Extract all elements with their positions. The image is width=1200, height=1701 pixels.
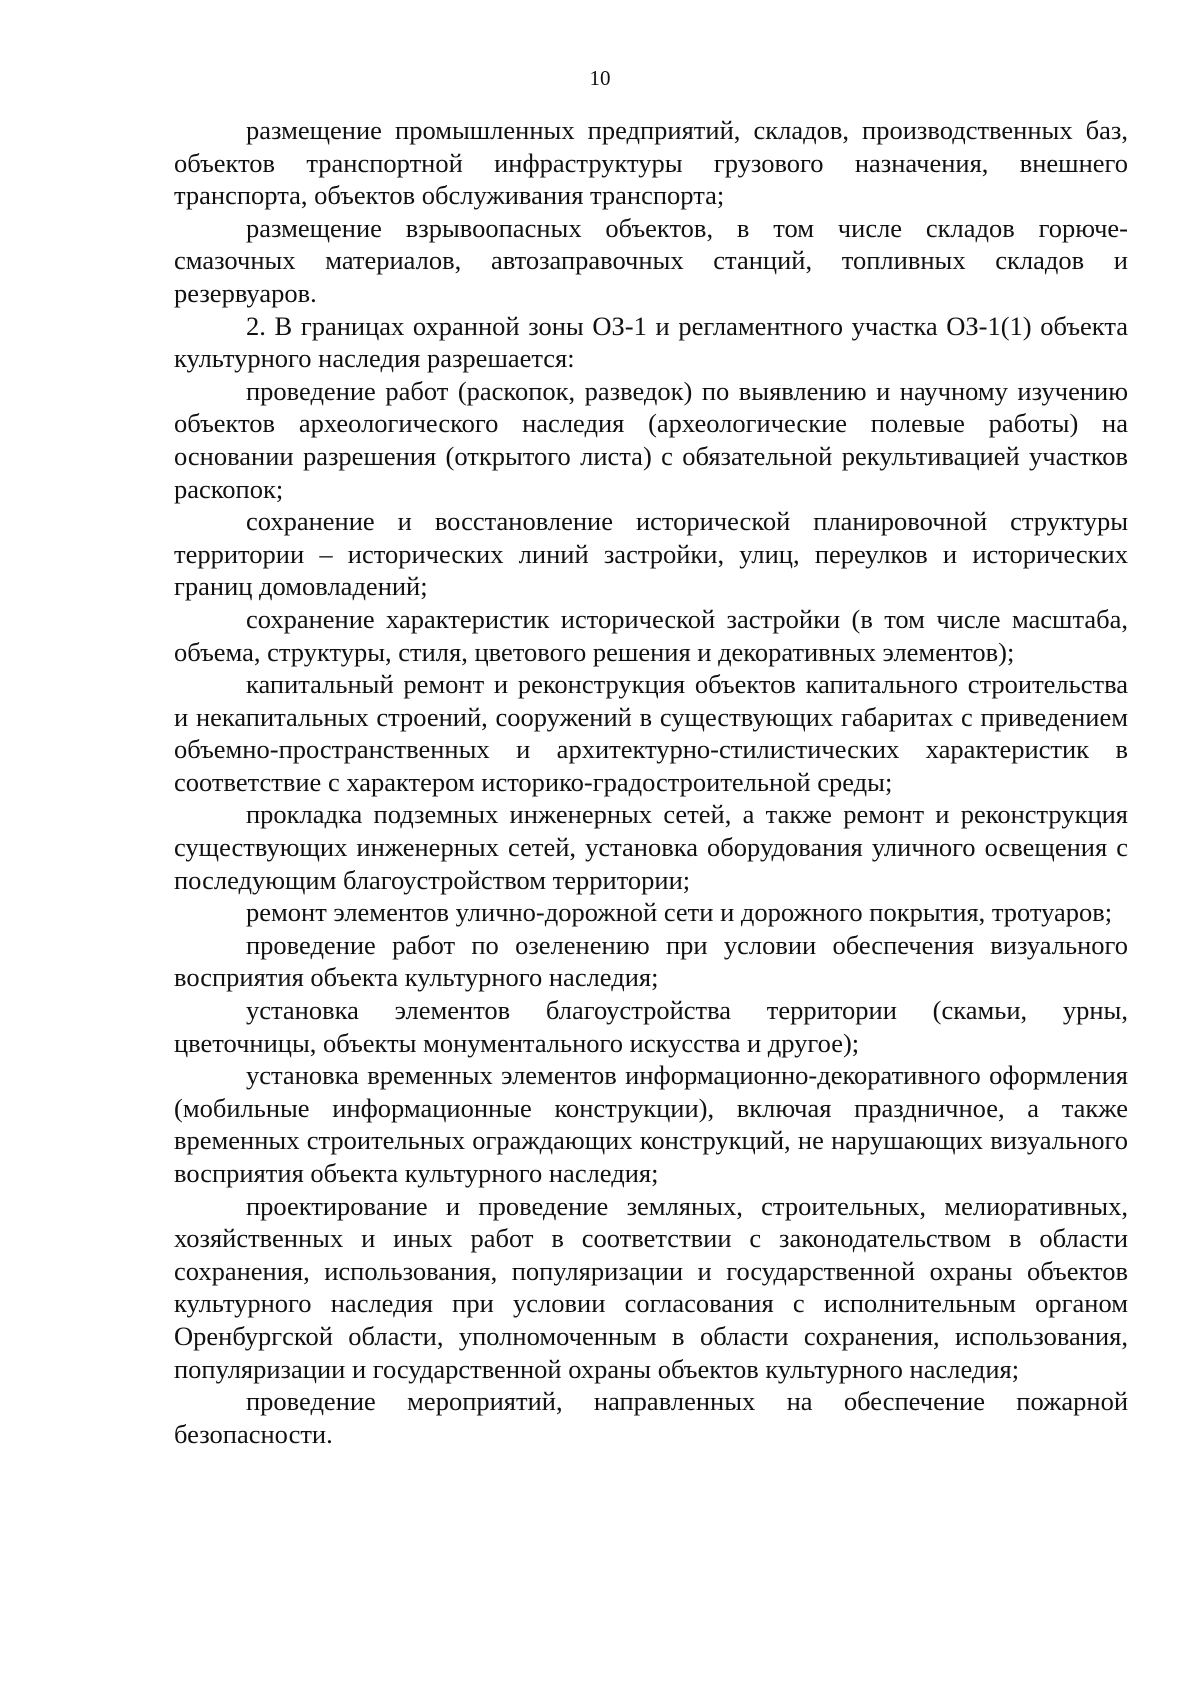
- paragraph-capital-repair: капитальный ремонт и реконструкция объектов капитального строительства и некапитальных строений, сооружений в существующих габаритах с приведением объемно-пространственных и архитектурно-стилистических характеристик в соответствие с характером историко-градостроительной среды;: [174, 669, 1128, 797]
- paragraph-street-furniture: установка элементов благоустройства территории (скамьи, урны, цветочницы, объекты монументального искусства и другое);: [174, 995, 1128, 1058]
- paragraph-road-repair: ремонт элементов улично-дорожной сети и дорожного покрытия, тротуаров;: [246, 897, 1113, 928]
- document-body: [174, 114, 1128, 1450]
- paragraph-explosive-objects: размещение взрывоопасных объектов, в том числе складов горюче-смазочных материалов, автозаправочных станций, топливных складов и резервуаров.: [174, 212, 1128, 308]
- paragraph-planning-structure: сохранение и восстановление исторической планировочной структуры территории – исторических линий застройки, улиц, переулков и исторических границ домовладений;: [174, 506, 1128, 602]
- paragraph-section-2-heading: 2. В границах охранной зоны ОЗ-1 и регламентного участка ОЗ-1(1) объекта культурного наследия разрешается:: [174, 310, 1128, 374]
- page-number: 10: [589, 66, 611, 90]
- paragraph-utility-networks: прокладка подземных инженерных сетей, а также ремонт и реконструкция существующих инженерных сетей, установка оборудования уличного освещения с последующим благоустройством территории;: [174, 799, 1128, 895]
- paragraph-fire-safety: проведение мероприятий, направленных на обеспечение пожарной безопасности.: [174, 1386, 1128, 1449]
- paragraph-design-works: проектирование и проведение земляных, строительных, мелиоративных, хозяйственных и иных работ в соответствии с законодательством в области сохранения, использования, популяризации и государственной охраны объектов культурного наследия при условии согласования с исполнительным органом Оренбургской области, уполномоченным в области сохранения, использования, популяризации и государственной охраны объектов культурного наследия;: [174, 1190, 1128, 1384]
- paragraph-archaeological-works: проведение работ (раскопок, разведок) по выявлению и научному изучению объектов археологического наследия (археологические полевые работы) на основании разрешения (открытого листа) с обязательной рекультивацией участков раскопок;: [174, 375, 1128, 504]
- paragraph-industrial-placement: размещение промышленных предприятий, складов, производственных баз, объектов транспортной инфраструктуры грузового назначения, внешнего транспорта, объектов обслуживания транспорта;: [174, 115, 1128, 211]
- paragraph-temporary-elements: установка временных элементов информационно-декоративного оформления (мобильные информационные конструкции), включая праздничное, а также временных строительных ограждающих конструкций, не нарушающих визуального восприятия объекта культурного наследия;: [174, 1060, 1128, 1188]
- paragraph-building-characteristics: сохранение характеристик исторической застройки (в том числе масштаба, объема, структуры, стиля, цветового решения и декоративных элементов);: [174, 603, 1128, 667]
- paragraph-landscaping: проведение работ по озеленению при условии обеспечения визуального восприятия объекта культурного наследия;: [174, 929, 1128, 993]
